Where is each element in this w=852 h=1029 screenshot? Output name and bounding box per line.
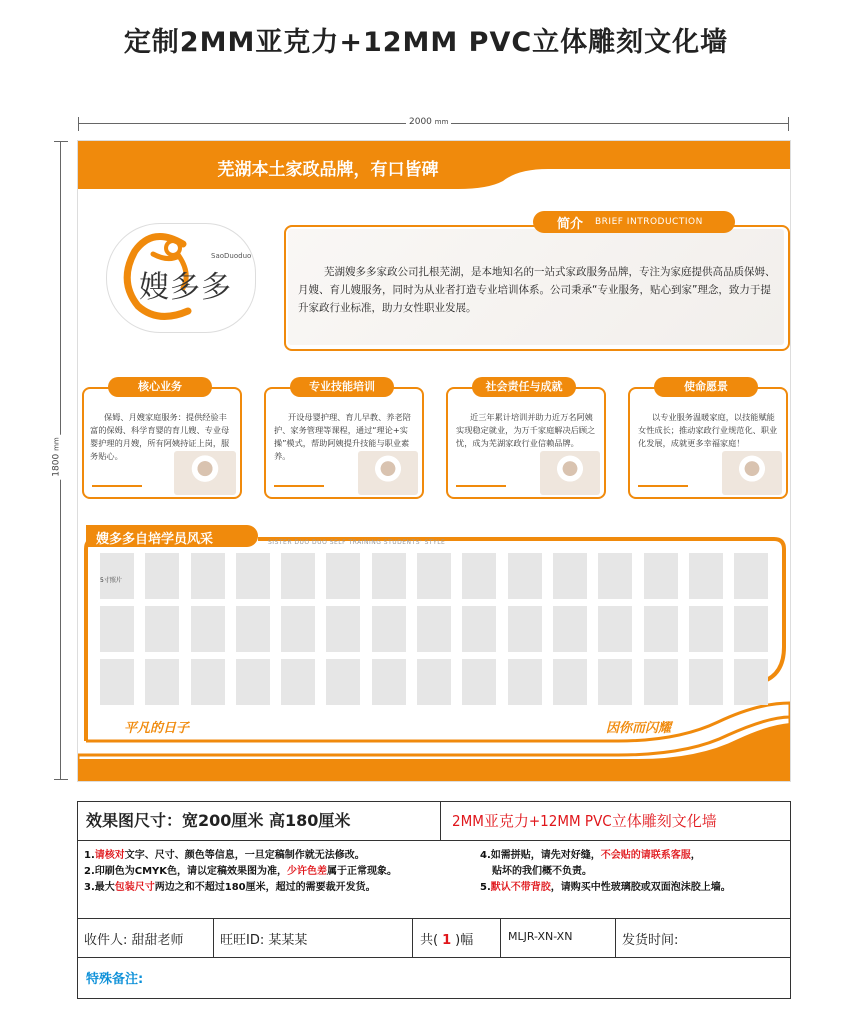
photo-slot: [553, 553, 587, 599]
note-line: 2.印刷色为CMYK色，请以定稿效果图为准，少许色差属于正常现象。: [84, 866, 398, 877]
photo-slot: [553, 659, 587, 705]
photo-slot: [598, 553, 632, 599]
intro-title-pill: [533, 211, 735, 233]
height-dimension-label: 1800 mm: [52, 434, 62, 479]
photo-slot: [689, 659, 723, 705]
gallery-subtitle-en: SISTER DUO DUO SELF TRAINING STUDENTS' STYLE: [268, 539, 446, 546]
divider: [440, 802, 441, 840]
card-underline: [92, 485, 142, 487]
page-title: 定制2MM亚克力+12MM PVC立体雕刻文化墙: [123, 27, 729, 58]
special-remark-label: 特殊备注:: [86, 972, 144, 987]
photo-slot: [462, 606, 496, 652]
divider: [78, 957, 790, 958]
receiver: 收件人: 甜甜老师: [84, 933, 184, 948]
photo-slot: [145, 659, 179, 705]
intro-title-cn: 简介: [557, 217, 584, 232]
logo-cn-text: 嫂多多: [139, 270, 232, 305]
divider: [213, 919, 214, 957]
card-mission-vision: [628, 387, 788, 499]
material-label: 2MM亚克力+12MM PVC立体雕刻文化墙: [452, 812, 717, 830]
intro-box: [284, 225, 790, 351]
card-skills-training: [264, 387, 424, 499]
photo-slot: [734, 553, 768, 599]
photo-slot: [372, 606, 406, 652]
copies-count: 共( 1 )幅: [420, 933, 474, 948]
photo-slot: [644, 659, 678, 705]
card-core-business: [82, 387, 242, 499]
photo-slot: [508, 606, 542, 652]
logo-badge: [106, 223, 256, 333]
culture-wall-board: [77, 140, 791, 782]
order-info-table: [77, 801, 791, 999]
photo-slot: [236, 659, 270, 705]
card-social-responsibility: [446, 387, 606, 499]
gallery-title-pill: [86, 525, 258, 547]
gallery-footer-left: 平凡的日子: [124, 721, 190, 736]
card-text: 开设母婴护理、育儿早教、养老陪护、家务管理等课程，通过“理论+实操”模式，帮助阿姨提升技能与职业素养。: [274, 412, 411, 461]
photo-slot: [236, 553, 270, 599]
card-photo: [358, 451, 418, 495]
photo-slot: [417, 553, 451, 599]
card-text: 以专业服务温暖家庭，以技能赋能女性成长；推动家政行业规范化、职业化发展，成就更多幸福家庭！: [638, 412, 778, 448]
gallery-title: 嫂多多自培学员风采: [96, 532, 214, 547]
photo-slot-grid: [100, 553, 780, 713]
photo-slot: [281, 659, 315, 705]
divider: [500, 919, 501, 957]
note-line: 4.如需拼贴，请先对好缝，不会贴的请联系客服，: [480, 850, 701, 861]
wangwang-id: 旺旺ID: 某某某: [220, 933, 308, 948]
photo-slot: [734, 659, 768, 705]
card-photo: [540, 451, 600, 495]
photo-slot: [281, 553, 315, 599]
photo-slot: [598, 659, 632, 705]
card-underline: [456, 485, 506, 487]
photo-slot: [417, 606, 451, 652]
note-line: 5.默认不带背胶，请购买中性玻璃胶或双面泡沫胶上墙。: [480, 882, 731, 893]
logo-en-text: SaoDuoduo: [211, 252, 252, 260]
card-text: 保姆、月嫂家庭服务：提供经验丰富的保姆、科学育婴的育儿嫂、专业母婴护理的月嫂，所有阿姨持证上岗，服务贴心。: [90, 412, 230, 461]
notes-right: [480, 848, 788, 896]
width-dimension-label: 2000 mm: [406, 117, 451, 127]
size-label: 效果图尺寸：宽200厘米 高180厘米: [86, 811, 351, 830]
photo-slot: [326, 606, 360, 652]
card-underline: [638, 485, 688, 487]
divider: [78, 840, 790, 841]
photo-slot: [644, 553, 678, 599]
card-title: 使命愿景: [654, 377, 758, 397]
photo-slot: [598, 606, 632, 652]
photo-slot: [462, 553, 496, 599]
photo-slot: [100, 659, 134, 705]
photo-slot: [372, 553, 406, 599]
photo-slot: [508, 553, 542, 599]
photo-slot: [417, 659, 451, 705]
photo-slot: [191, 553, 225, 599]
photo-slot: [553, 606, 587, 652]
intro-text: 芜湖嫂多多家政公司扎根芜湖，是本地知名的一站式家政服务品牌，专注为家庭提供高品质保姆、月嫂、育儿嫂服务，同时为从业者打造专业培训体系。公司秉承“专业服务，贴心到家”理念，致力于提升家政行业标准，助力女性职业发展。: [298, 266, 776, 314]
photo-slot: [689, 606, 723, 652]
height-tick-top: [54, 141, 68, 142]
order-row: [78, 919, 790, 957]
height-tick-bottom: [54, 779, 68, 780]
notes-left: [84, 848, 474, 896]
ship-time-label: 发货时间:: [622, 933, 679, 948]
note-line: 1.请核对文字、尺寸、颜色等信息，一旦定稿制作就无法修改。: [84, 850, 365, 861]
card-photo: [722, 451, 782, 495]
intro-title-en: BRIEF INTRODUCTION: [595, 217, 703, 227]
card-photo: [174, 451, 236, 495]
photo-slot: [191, 659, 225, 705]
photo-slot: [236, 606, 270, 652]
photo-slot: [326, 553, 360, 599]
photo-slot: [689, 553, 723, 599]
note-line: 3.最大包装尺寸两边之和不超过180厘米，超过的需要裁开发货。: [84, 882, 376, 893]
photo-slot: [326, 659, 360, 705]
card-title: 社会责任与成就: [472, 377, 576, 397]
photo-slot: [100, 606, 134, 652]
photo-slot: [145, 606, 179, 652]
note-line: 贴坏的我们概不负责。: [492, 866, 592, 877]
card-title: 核心业务: [108, 377, 212, 397]
photo-slot: [372, 659, 406, 705]
order-code: MLJR-XN-XN: [508, 930, 573, 943]
width-tick-left: [78, 117, 79, 131]
photo-slot: [508, 659, 542, 705]
photo-size-label: 5寸照片: [100, 577, 122, 584]
divider: [615, 919, 616, 957]
photo-slot: [462, 659, 496, 705]
divider: [412, 919, 413, 957]
card-text: 近三年累计培训并助力近万名阿姨实现稳定就业，为万千家庭解决后顾之忧，成为芜湖家政行业信赖品牌。: [456, 412, 596, 448]
gallery-footer-right: 因你而闪耀: [606, 721, 672, 736]
photo-slot: [145, 553, 179, 599]
photo-slot: [191, 606, 225, 652]
photo-slot: [644, 606, 678, 652]
slogan: 芜湖本土家政品牌，有口皆碑: [217, 160, 439, 180]
width-tick-right: [788, 117, 789, 131]
card-title: 专业技能培训: [290, 377, 394, 397]
card-underline: [274, 485, 324, 487]
photo-slot: [281, 606, 315, 652]
photo-slot: [734, 606, 768, 652]
